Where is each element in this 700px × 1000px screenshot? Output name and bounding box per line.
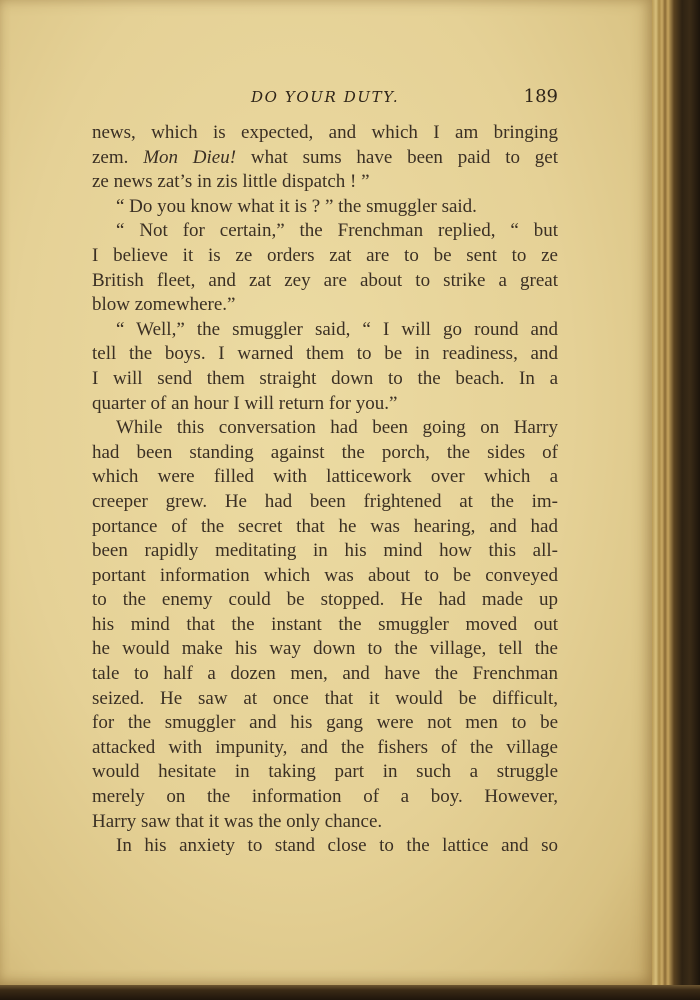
text-line: he would make his way down to the village, tell the (92, 638, 558, 660)
text-line: British fleet, and zat zey are about to strike a great (92, 269, 558, 291)
text-line: tell the boys. I warned them to be in readiness, and (92, 343, 558, 365)
text-line: merely on the information of a boy. However, (92, 786, 558, 808)
body-text (92, 121, 558, 859)
text-line: attacked with impunity, and the fishers of the village (92, 736, 558, 758)
text-line: Harry saw that it was the only chance. (92, 810, 383, 832)
text-line: I will send them straight down to the beach. In a (92, 367, 558, 389)
text-line (92, 146, 558, 171)
text-line: In his anxiety to stand close to the lattice and so (116, 835, 558, 857)
text-line: portance of the secret that he was hearing, and had (92, 515, 558, 537)
text-line: to the enemy could be stopped. He had made up (92, 589, 558, 611)
text-line: quarter of an hour I will return for you.” (92, 392, 398, 414)
text-line: seized. He saw at once that it would be difficult, (92, 687, 558, 709)
page-number: 189 (523, 86, 558, 107)
page-edges (652, 0, 700, 1000)
page-bottom-edge (0, 985, 700, 1000)
running-head: DO YOUR DUTY. (251, 88, 400, 106)
text-line: While this conversation had been going on Harry (116, 417, 558, 439)
text-line: “ Not for certain,” the Frenchman replied, “ but (116, 220, 558, 242)
text-line: creeper grew. He had been frightened at the im- (92, 490, 558, 512)
text-line: had been standing against the porch, the sides of (92, 441, 558, 463)
text-line: “ Well,” the smuggler said, “ I will go round and (116, 318, 558, 340)
text-line: which were filled with latticework over which a (92, 466, 558, 488)
text-line: his mind that the instant the smuggler moved out (92, 613, 558, 635)
text-line: blow zomewhere.” (92, 294, 236, 316)
text-line: “ Do you know what it is ? ” the smuggler said. (116, 195, 477, 217)
text-line: for the smuggler and his gang were not men to be (92, 712, 558, 734)
italic-phrase: Mon Dieu! (143, 146, 237, 168)
text-segment: what sums have been paid to get (236, 146, 558, 168)
text-line: portant information which was about to be conveyed (92, 564, 558, 586)
text-line: ze news zat’s in zis little dispatch ! ” (92, 171, 370, 193)
text-segment: zem. (92, 146, 144, 168)
text-line: would hesitate in taking part in such a struggle (92, 761, 558, 783)
text-line: been rapidly meditating in his mind how this all- (92, 540, 558, 562)
page-header (96, 86, 562, 114)
text-line: I believe it is ze orders zat are to be sent to ze (92, 244, 558, 266)
text-line: tale to half a dozen men, and have the Frenchman (92, 663, 558, 685)
text-line: news, which is expected, and which I am bringing (92, 122, 558, 143)
